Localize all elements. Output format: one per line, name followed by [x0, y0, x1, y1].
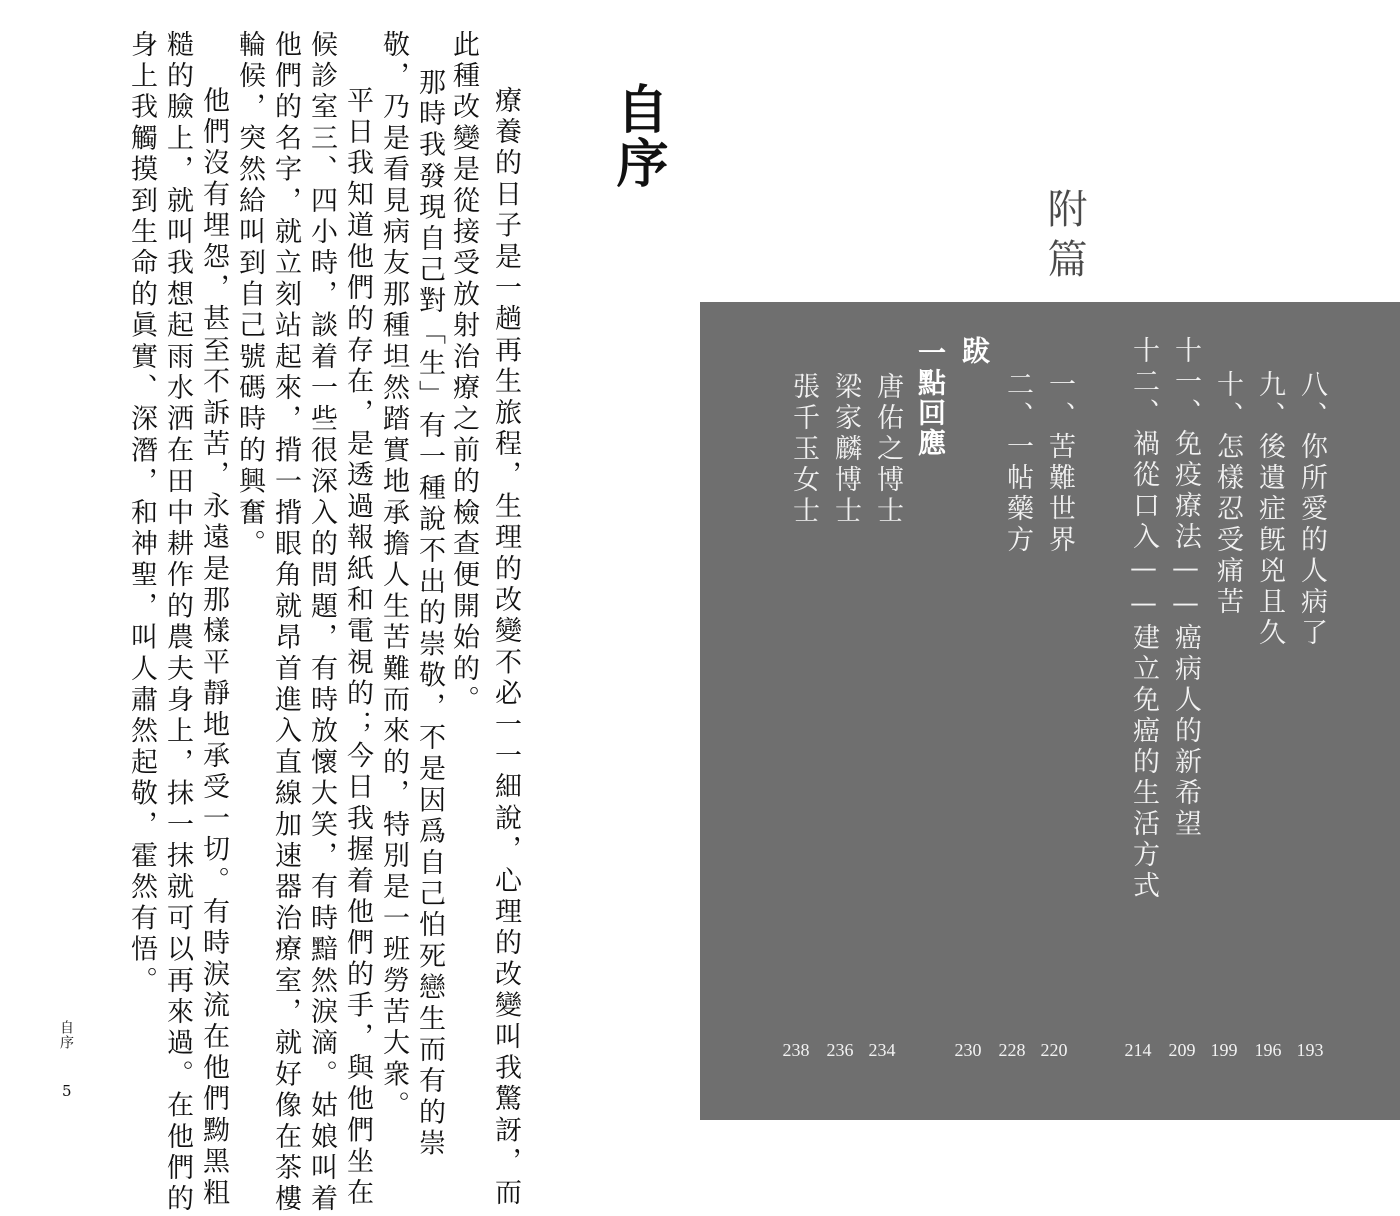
- toc-entry: 梁家麟博士: [830, 372, 861, 527]
- toc-page-number: 193: [1296, 1040, 1324, 1060]
- toc-entry: 二、一帖藥方: [1002, 370, 1033, 556]
- running-head: 自序: [58, 1020, 74, 1050]
- toc-entry: 一、苦難世界: [1044, 370, 1075, 556]
- toc-page-number: 228: [998, 1040, 1026, 1060]
- toc-entry: 十二、禍從口入——建立免癌的生活方式: [1128, 336, 1159, 902]
- response-heading: 一點回應: [914, 338, 947, 458]
- toc-page-number: 196: [1254, 1040, 1282, 1060]
- body-line: 輪候，突然給叫到自己號碼時的興奮。: [234, 30, 265, 561]
- body-line: 他們沒有埋怨，甚至不訴苦，永遠是那樣平靜地承受一切。有時淚流在他們黝黑粗: [198, 86, 229, 1210]
- toc-page-number: 238: [782, 1040, 810, 1060]
- body-line: 敬，乃是看見病友那種坦然踏實地承擔人生苦難而來的，特別是一班勞苦大衆。: [378, 30, 409, 1122]
- toc-entry: 唐佑之博士: [872, 372, 903, 527]
- preface-title: 自序: [607, 82, 667, 190]
- toc-page-number: 214: [1124, 1040, 1152, 1060]
- page-number: 5: [62, 1082, 72, 1100]
- toc-page-number: 220: [1040, 1040, 1068, 1060]
- body-line: 此種改變是從接受放射治療之前的檢查便開始的。: [448, 30, 479, 717]
- toc-page-number: 199: [1210, 1040, 1238, 1060]
- toc-entry: 十一、免疫療法——癌病人的新希望: [1170, 336, 1201, 840]
- toc-page-number: 236: [826, 1040, 854, 1060]
- body-line: 平日我知道他們的存在，是透過報紙和電視的；今日我握着他們的手，與他們坐在: [342, 86, 373, 1210]
- body-line: 身上我觸摸到生命的眞實、深潛，和神聖，叫人肅然起敬，霍然有悟。: [126, 30, 157, 998]
- toc-entry: 十、怎樣忍受痛苦: [1212, 370, 1243, 618]
- toc-page-number: 234: [868, 1040, 896, 1060]
- appendix-title: 附篇: [1041, 188, 1087, 288]
- toc-entry: 張千玉女士: [788, 372, 819, 527]
- toc-entry: 九、後遺症旣兇且久: [1254, 370, 1285, 649]
- left-page: [0, 0, 690, 1216]
- body-line: 療養的日子是一趟再生旅程，生理的改變不必一一細說，心理的改變叫我驚訝，而: [490, 86, 521, 1210]
- body-line: 那時我發現自己對「生」有一種說不出的崇敬，不是因爲自己怕死戀生而有的崇: [414, 68, 445, 1160]
- body-line: 他們的名字，就立刻站起來，揹一揹眼角就昂首進入直線加速器治療室，就好像在茶樓: [270, 30, 301, 1216]
- body-line: 候診室三、四小時，談着一些很深入的問題，有時放懷大笑，有時黯然淚滴。姑娘叫着: [306, 30, 337, 1216]
- toc-entry: 八、你所愛的人病了: [1296, 370, 1327, 649]
- toc-page-number: 230: [954, 1040, 982, 1060]
- afterword-heading: 跋: [958, 336, 991, 366]
- toc-page-number: 209: [1168, 1040, 1196, 1060]
- body-line: 糙的臉上，就叫我想起雨水洒在田中耕作的農夫身上，抹一抹就可以再來過。在他們的: [162, 30, 193, 1216]
